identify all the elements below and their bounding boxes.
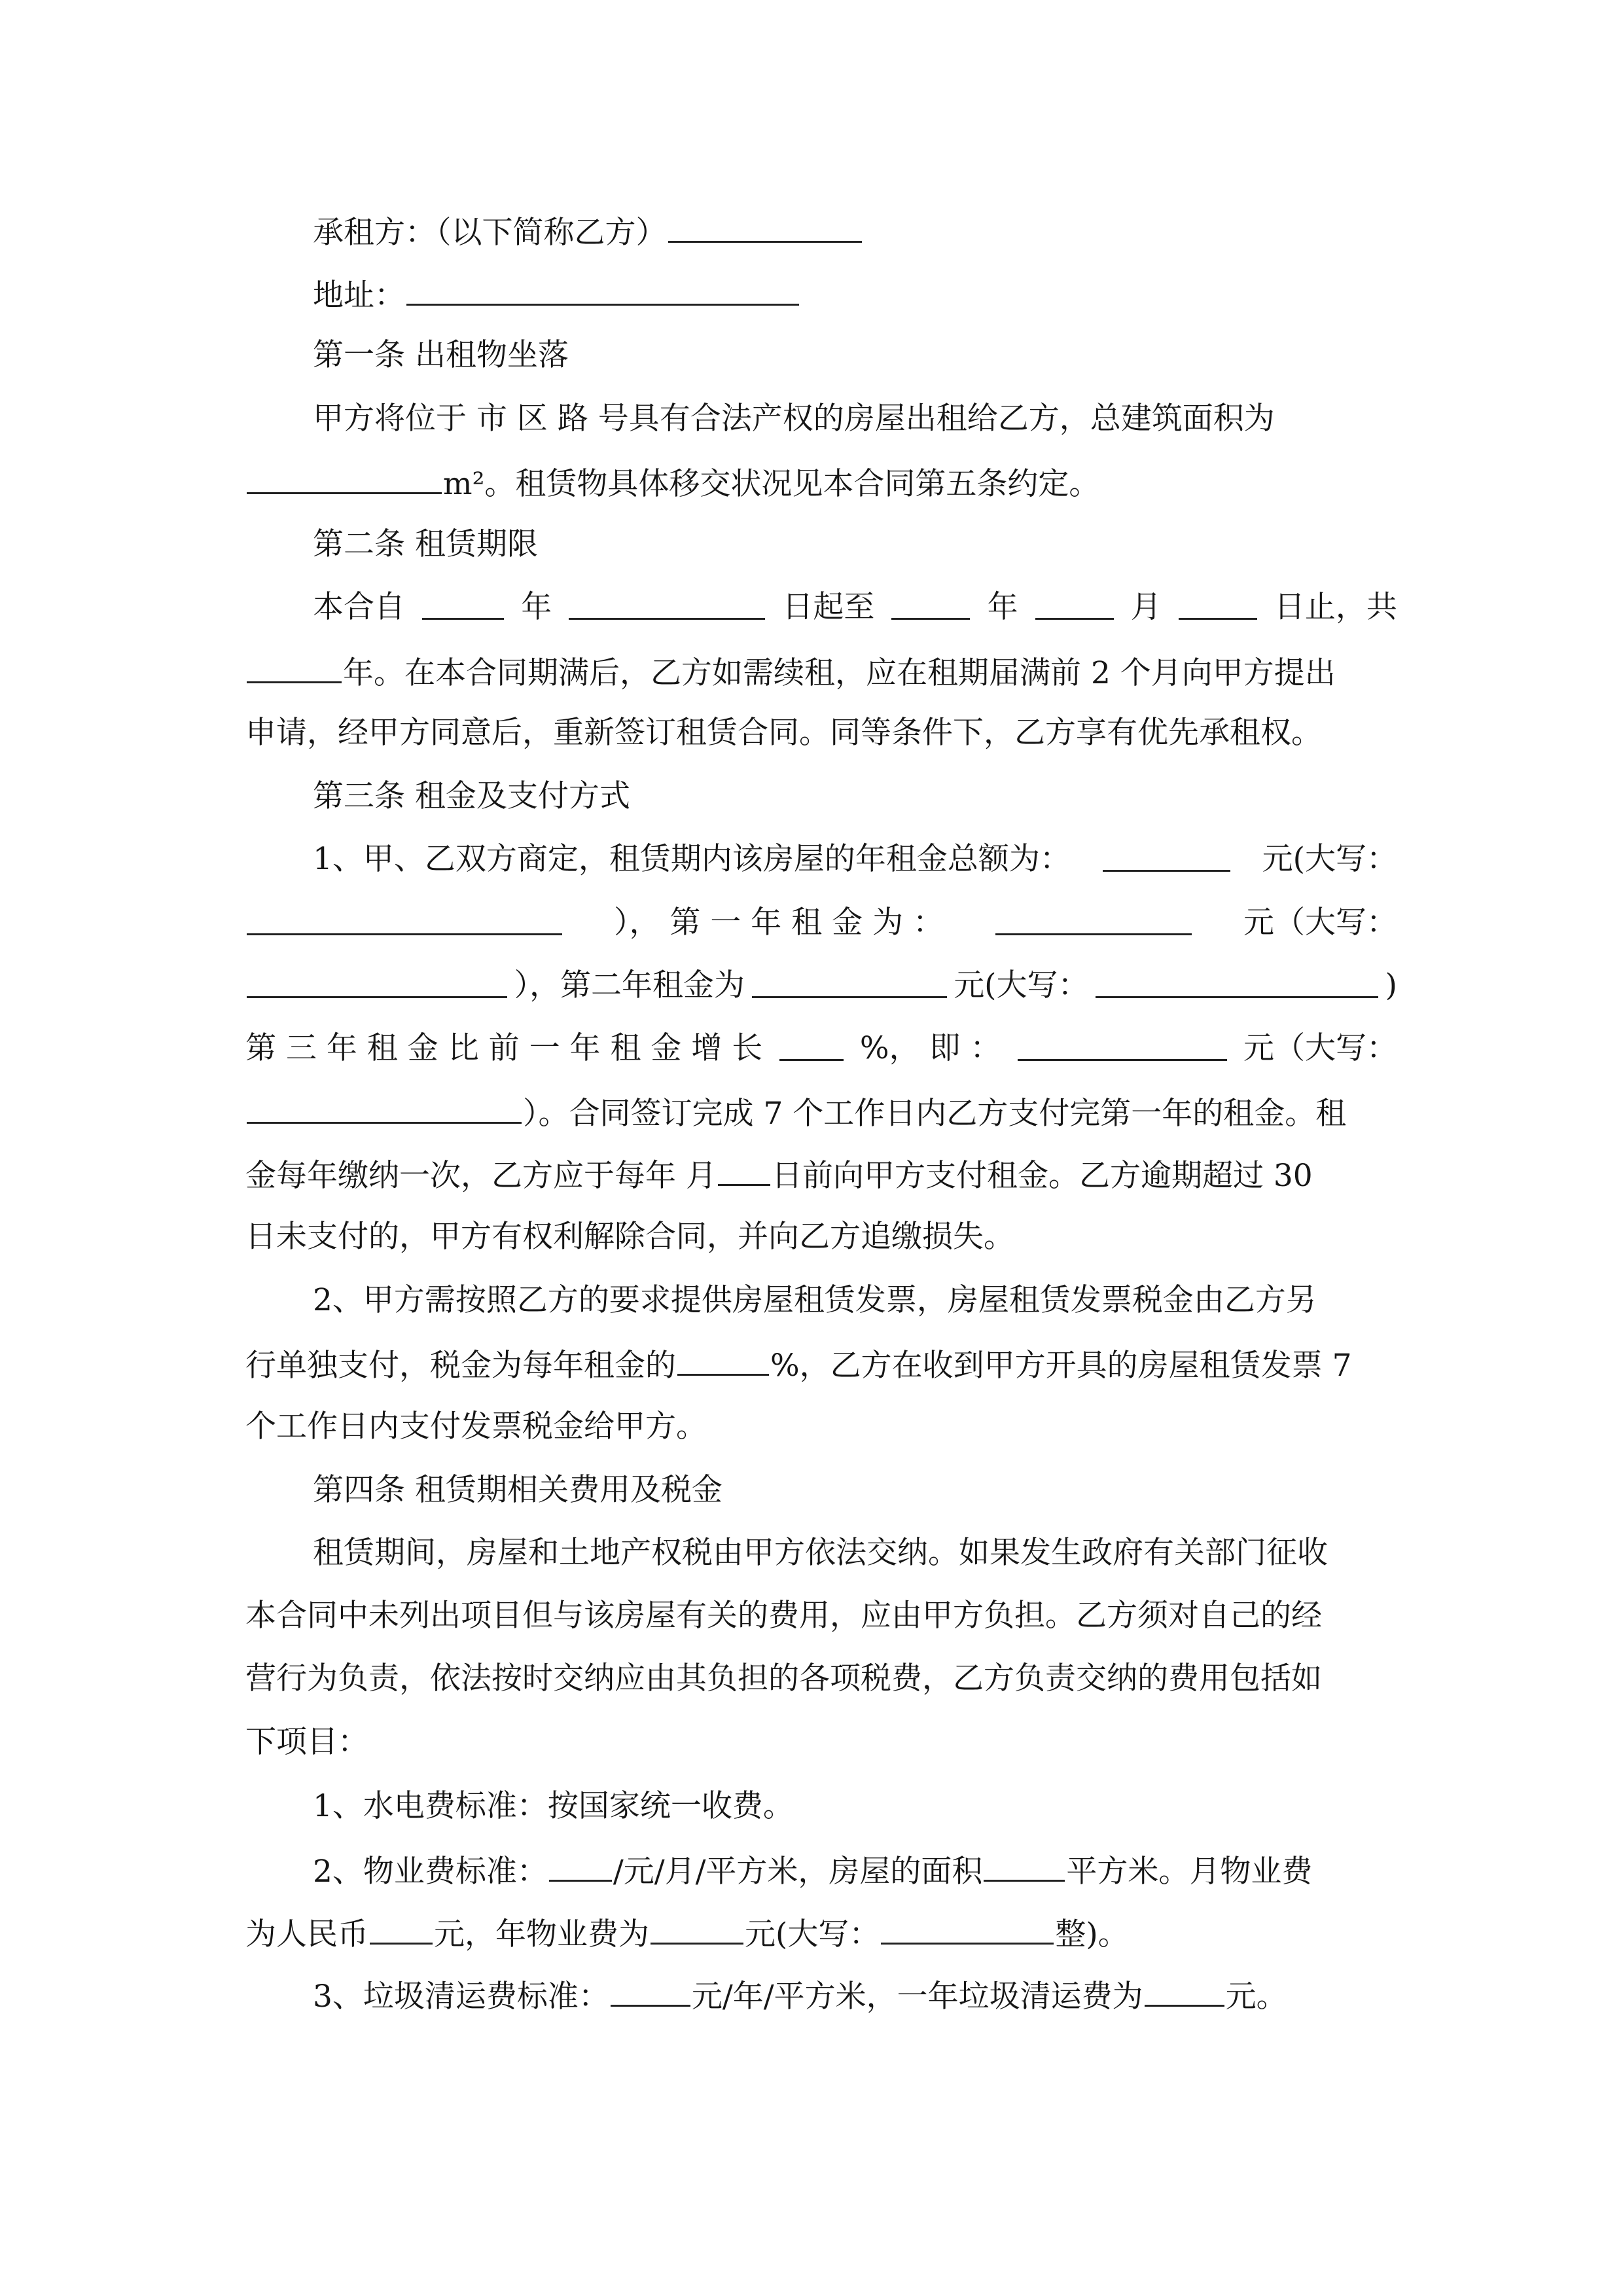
monthly-fee-blank	[370, 1912, 433, 1945]
para-text: 整)。	[1055, 1916, 1129, 1952]
para-line	[245, 1029, 1397, 1068]
para-line	[245, 966, 1397, 1005]
article-2-heading	[313, 525, 1397, 564]
para-text: %， 即 ：	[859, 1030, 1001, 1066]
para-line	[245, 1154, 1397, 1196]
para-text: 本合自	[313, 589, 405, 625]
para-text: 1、水电费标准：按国家统一收费。	[313, 1788, 794, 1824]
para-line	[313, 1534, 1397, 1573]
area-sqm-blank	[984, 1850, 1065, 1882]
para-line	[245, 713, 1397, 753]
para-line	[245, 1344, 1397, 1386]
para-text: 元(大写：	[745, 1916, 880, 1952]
garbage-fee-total-blank	[1145, 1975, 1224, 2007]
para-line	[245, 1092, 1397, 1134]
para-text: 营行为负责，依法按时交纳应由其负担的各项税费，乙方负责交纳的费用包括如	[245, 1660, 1322, 1696]
para-line	[313, 1281, 1397, 1320]
address-blank	[406, 274, 799, 306]
para-line	[313, 399, 1397, 439]
area-blank	[247, 462, 442, 494]
para-line	[313, 1975, 1397, 2017]
para-line	[245, 651, 1397, 693]
annual-rent-blank	[1103, 840, 1230, 872]
para-text: 元/年/平方米，一年垃圾清运费为	[691, 1979, 1143, 2015]
third-year-rent-blank	[1018, 1029, 1227, 1061]
para-text: ）。合同签订完成 7 个工作日内乙方支付完第一年的租金。租	[523, 1096, 1347, 1132]
lessee-line	[313, 211, 1397, 253]
heading-text: 第三条 租金及支付方式	[313, 778, 630, 814]
para-text: %，乙方在收到甲方开具的房屋租赁发票 7	[770, 1348, 1352, 1384]
first-year-rent-blank	[995, 903, 1192, 935]
heading-text: 第四条 租赁期相关费用及税金	[313, 1472, 722, 1508]
first-year-words-blank	[247, 966, 507, 998]
para-text: 3、垃圾清运费标准：	[313, 1979, 609, 2015]
para-line	[313, 840, 1397, 879]
para-text: 日未支付的，甲方有权利解除合同，并向乙方追缴损失。	[245, 1219, 1014, 1255]
para-text: 年	[987, 589, 1018, 625]
para-line	[245, 1912, 1397, 1954]
para-text: 1、甲、乙双方商定，租赁期内该房屋的年租金总额为：	[313, 841, 1071, 877]
year-blank	[422, 588, 504, 620]
para-line	[245, 903, 1397, 942]
para-text: m²。租赁物具体移交状况见本合同第五条约定。	[443, 466, 1100, 502]
third-year-words-blank	[247, 1092, 522, 1124]
annual-rent-words-blank	[247, 903, 562, 935]
para-text: 下项目：	[245, 1724, 368, 1760]
para-text: )	[1385, 967, 1397, 1003]
para-text: 2、物业费标准：	[313, 1854, 548, 1890]
article-4-heading	[313, 1471, 1397, 1510]
tax-percent-blank	[677, 1344, 769, 1376]
increase-percent-blank	[779, 1029, 844, 1061]
para-text: 元（大写：	[1243, 1030, 1397, 1066]
property-fee-rate-blank	[549, 1850, 612, 1882]
article-1-heading	[313, 336, 1397, 375]
lessee-label: 承租方：（以下简称乙方）	[313, 215, 667, 251]
para-text: 个工作日内支付发票税金给甲方。	[245, 1408, 707, 1444]
para-line	[245, 1723, 1397, 1762]
payment-day-blank	[718, 1154, 770, 1186]
para-line	[245, 462, 1397, 504]
para-text: 甲方将位于 市 区 路 号具有合法产权的房屋出租给乙方，总建筑面积为	[313, 401, 1275, 437]
para-text: /元/月/平方米，房屋的面积	[613, 1854, 983, 1890]
month-blank	[1035, 588, 1114, 620]
para-text: 平方米。月物业费	[1066, 1854, 1313, 1890]
para-text: 元(大写：	[954, 967, 1089, 1003]
para-text: 元（大写：	[1243, 905, 1397, 941]
para-line	[313, 1787, 1397, 1826]
para-text: 月	[1130, 589, 1162, 625]
article-3-heading	[313, 777, 1397, 816]
para-text: 元(大写：	[1262, 841, 1397, 877]
para-text: 年。在本合同期满后，乙方如需续租，应在租期届满前 2 个月向甲方提出	[343, 655, 1336, 691]
heading-text: 第二条 租赁期限	[313, 526, 538, 562]
para-text: 2、甲方需按照乙方的要求提供房屋租赁发票，房屋租赁发票税金由乙方另	[313, 1282, 1317, 1318]
para-text: 日止，共	[1274, 589, 1397, 625]
para-text: 日前向甲方支付租金。乙方逾期超过 30	[771, 1158, 1313, 1194]
annual-fee-words-blank	[881, 1912, 1054, 1945]
para-text: 租赁期间，房屋和土地产权税由甲方依法交纳。如果发生政府有关部门征收	[313, 1535, 1328, 1571]
day-blank	[1179, 588, 1257, 620]
para-line	[245, 1596, 1397, 1636]
para-line	[245, 1407, 1397, 1446]
lessee-blank	[668, 211, 862, 243]
heading-text: 第一条 出租物坐落	[313, 337, 569, 373]
para-line	[313, 588, 1397, 627]
para-text: 金每年缴纳一次，乙方应于每年 月	[245, 1158, 717, 1194]
years-total-blank	[247, 651, 342, 683]
para-text: 为人民币	[245, 1916, 368, 1952]
address-line	[313, 274, 1397, 315]
para-text: ）， 第 一 年 租 金 为 ：	[613, 905, 944, 941]
annual-fee-blank	[651, 1912, 743, 1945]
para-line	[313, 1850, 1397, 1892]
para-text: ），第二年租金为	[514, 967, 745, 1003]
para-text: 第 三 年 租 金 比 前 一 年 租 金 增 长	[245, 1030, 763, 1066]
para-text: 申请，经甲方同意后，重新签订租赁合同。同等条件下，乙方享有优先承租权。	[245, 715, 1322, 751]
para-text: 本合同中未列出项目但与该房屋有关的费用，应由甲方负担。乙方须对自己的经	[245, 1598, 1322, 1634]
para-text: 行单独支付，税金为每年租金的	[245, 1348, 676, 1384]
para-line	[245, 1659, 1397, 1698]
para-text: 日起至	[782, 589, 875, 625]
second-year-rent-blank	[752, 966, 947, 998]
second-year-words-blank	[1096, 966, 1378, 998]
day-blank	[569, 588, 765, 620]
para-line	[245, 1217, 1397, 1257]
garbage-fee-rate-blank	[611, 1975, 690, 2007]
year-blank	[891, 588, 970, 620]
address-label: 地址：	[313, 278, 405, 314]
para-text: 元，年物业费为	[434, 1916, 649, 1952]
para-text: 年	[521, 589, 552, 625]
para-text: 元。	[1225, 1979, 1287, 2015]
